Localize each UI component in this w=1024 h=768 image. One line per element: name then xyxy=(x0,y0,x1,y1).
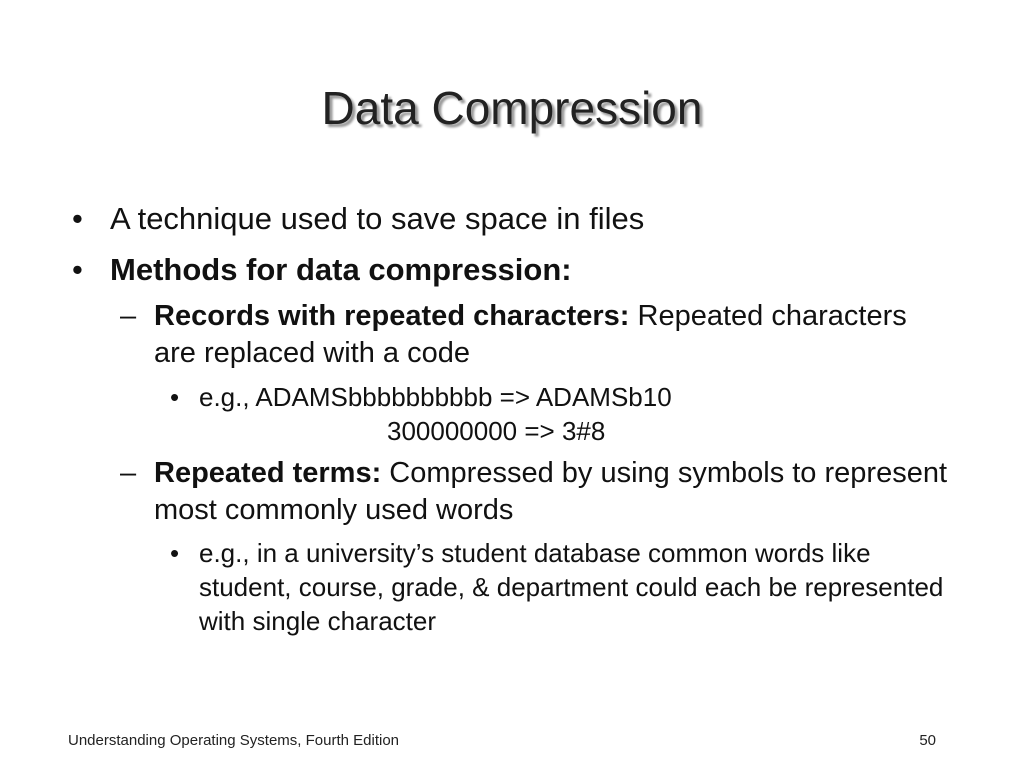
bullet-text xyxy=(110,251,572,288)
sub-bullet-bold-text: Records with repeated characters: xyxy=(154,300,630,332)
sub-bullet-bold-text: Repeated terms: xyxy=(154,457,382,489)
bullet-text: A technique used to save space in files xyxy=(110,201,645,236)
bullet-marker: • xyxy=(72,201,83,236)
bullet-marker: • xyxy=(72,252,83,287)
dash-marker: – xyxy=(120,300,137,332)
sub-bullet-text xyxy=(154,455,954,529)
footer-source: Understanding Operating Systems, Fourth Edition xyxy=(68,732,400,749)
sub-bullet-rest-text: Compressed by using symbols to represent most commonly used words xyxy=(154,457,948,526)
sub-bullet-rest-text: Repeated characters are replaced with a code xyxy=(154,300,907,369)
example-marker: • xyxy=(170,382,180,412)
sub-bullet-text xyxy=(154,298,954,372)
bullet-bold-text: Methods for data compression: xyxy=(110,252,572,287)
page-number: 50 xyxy=(919,732,936,749)
dash-marker: – xyxy=(120,457,137,489)
slide-title: Data Compression xyxy=(321,82,703,134)
example-text xyxy=(199,380,969,448)
example-line: 300000000 => 3#8 xyxy=(387,416,606,446)
example-marker: • xyxy=(170,538,180,568)
example-text: e.g., in a university’s student database common words like student, course, grade, & department could each be represented with single character xyxy=(199,538,944,636)
example-line: e.g., ADAMSbbbbbbbbbb => ADAMSb10 xyxy=(199,382,672,412)
